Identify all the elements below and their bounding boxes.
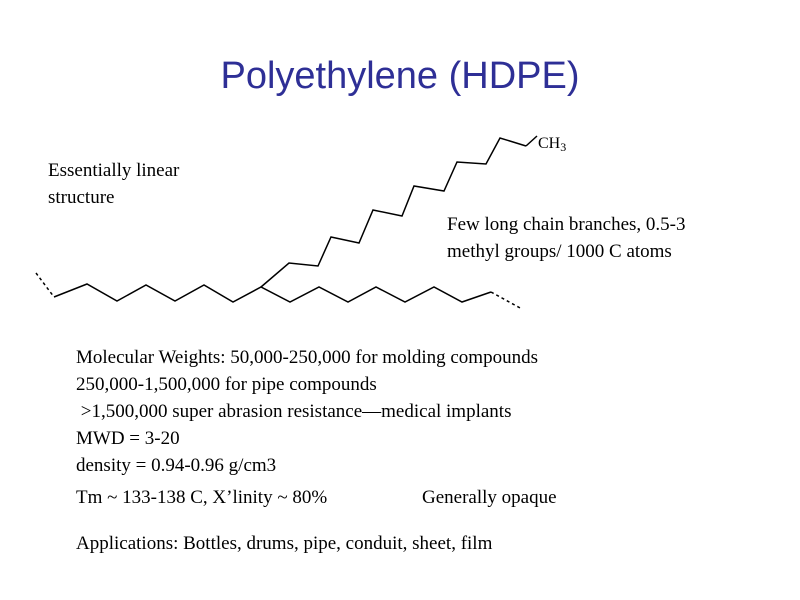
appearance-note: Generally opaque xyxy=(422,487,557,508)
linear-structure-label-line: structure xyxy=(48,187,115,208)
property-line: density = 0.94-0.96 g/cm3 xyxy=(76,455,277,476)
property-line: Molecular Weights: 50,000-250,000 for molding compounds xyxy=(76,347,538,368)
ch3-end-group-label xyxy=(538,134,566,157)
branch-label-line: methyl groups/ 1000 C atoms xyxy=(447,241,672,262)
branch-label xyxy=(447,211,686,265)
branch-label-line: Few long chain branches, 0.5-3 xyxy=(447,214,686,235)
ch3-text: CH xyxy=(538,135,561,152)
slide-title: Polyethylene (HDPE) xyxy=(220,55,580,97)
linear-structure-label xyxy=(48,157,179,211)
methyl-bond xyxy=(526,136,537,146)
linear-structure-label-line: Essentially linear xyxy=(48,160,180,181)
properties-list xyxy=(76,344,538,479)
chain-left-dashed-end xyxy=(36,273,54,297)
property-line: 250,000-1,500,000 for pipe compounds xyxy=(76,374,377,395)
property-line: MWD = 3-20 xyxy=(76,428,180,449)
thermal-properties: Tm ~ 133-138 C, X’linity ~ 80% xyxy=(76,487,328,508)
property-line: >1,500,000 super abrasion resistance—medical implants xyxy=(76,401,512,422)
chain-right-dashed-end xyxy=(491,292,522,309)
ch3-subscript: 3 xyxy=(560,140,567,154)
applications-line: Applications: Bottles, drums, pipe, conduit, sheet, film xyxy=(76,533,493,554)
main-chain xyxy=(54,284,491,302)
